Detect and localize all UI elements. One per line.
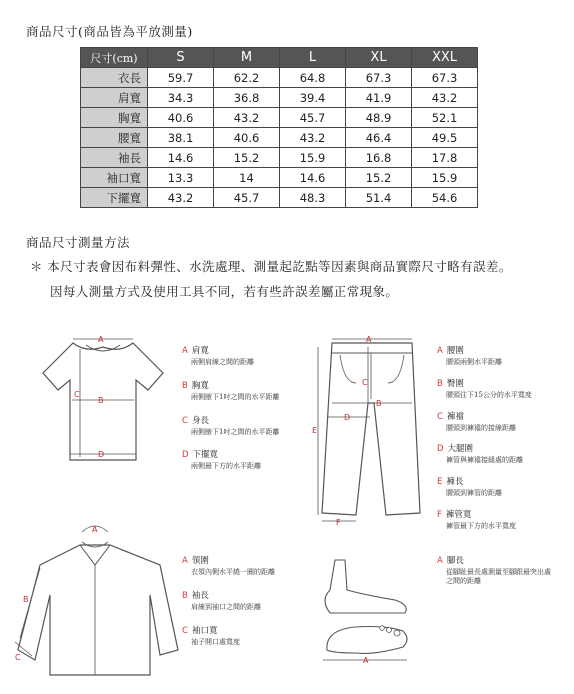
size-cell: 15.9 (280, 148, 346, 168)
method-title: 商品尺寸測量方法 (26, 235, 131, 250)
size-cell: 54.6 (412, 188, 478, 208)
size-cell: 51.4 (346, 188, 412, 208)
legend-title: 袖長 (191, 590, 209, 601)
legend-letter: D (437, 444, 444, 455)
legend-letter: B (182, 380, 188, 391)
legend-desc: 兩側肩線之間的距離 (191, 358, 254, 366)
pants-label-b: B (376, 399, 382, 408)
legend-letter: C (182, 415, 188, 426)
legend-item (182, 618, 275, 647)
legend-title: 肩寬 (191, 346, 209, 356)
legend-desc: 衣領內側水平繞一圈的距離 (191, 568, 275, 576)
size-cell: 15.2 (346, 168, 412, 188)
size-cell: 41.9 (346, 88, 412, 108)
tshirt-legend (182, 338, 279, 477)
method-note-line1: ＊ 本尺寸表會因布料彈性、水洗處理、測量起訖點等因素與商品實際尺寸略有誤差。 (30, 259, 512, 274)
size-corner-label: 尺寸(cm) (81, 48, 148, 68)
size-row (81, 68, 478, 88)
legend-desc: 腰頭兩側水平距離 (446, 358, 502, 366)
size-cell: 15.2 (214, 148, 280, 168)
legend-item (437, 338, 532, 367)
size-row-label: 腰寬 (81, 128, 148, 148)
shirt-label-b: B (23, 595, 29, 604)
pants-label-a: A (366, 335, 372, 344)
size-header-s: S (148, 48, 214, 68)
size-header-m: M (214, 48, 280, 68)
size-cell: 15.9 (412, 168, 478, 188)
foot-diagram (315, 555, 415, 675)
size-cell: 17.8 (412, 148, 478, 168)
legend-desc: 褲管最下方的水平寬度 (446, 521, 516, 530)
size-cell: 62.2 (214, 68, 280, 88)
size-table (80, 47, 478, 208)
legend-title: 下擺寬 (192, 450, 219, 461)
size-cell: 43.2 (280, 128, 346, 148)
legend-letter: C (182, 625, 188, 636)
legend-title: 身長 (191, 415, 209, 426)
pants-label-c: C (362, 378, 368, 387)
tshirt-label-b: B (98, 396, 104, 405)
legend-letter: A (437, 556, 443, 566)
size-cell: 14.6 (280, 168, 346, 188)
foot-label-a: A (363, 656, 369, 665)
legend-desc: 兩側腋下1吋之間的水平距離 (191, 392, 280, 401)
legend-letter: A (182, 346, 188, 356)
legend-item (437, 371, 532, 400)
size-cell: 64.8 (280, 68, 346, 88)
size-cell: 46.4 (346, 128, 412, 148)
legend-item (182, 583, 275, 612)
size-header-row (81, 48, 478, 68)
legend-item (437, 436, 532, 465)
size-row (81, 88, 478, 108)
legend-desc: 腰頭往下15公分的水平寬度 (446, 390, 532, 399)
legend-title: 領圍 (191, 556, 209, 566)
legend-item (437, 404, 532, 433)
size-cell: 36.8 (214, 88, 280, 108)
legend-letter: D (182, 450, 189, 461)
size-cell: 52.1 (412, 108, 478, 128)
size-header-xl: XL (346, 48, 412, 68)
legend-title: 褲襠 (446, 411, 464, 422)
tshirt-label-c: C (74, 390, 80, 399)
size-chart-title: 商品尺寸(商品皆為平放測量) (26, 24, 193, 39)
legend-item (182, 548, 275, 577)
legend-desc: 兩側腋下1吋之間的水平距離 (191, 427, 280, 436)
legend-desc: 褲管與褲襠接縫處的距離 (446, 456, 523, 465)
size-cell: 43.2 (214, 108, 280, 128)
size-cell: 14.6 (148, 148, 214, 168)
pants-label-e: E (312, 426, 318, 435)
size-row-label: 下擺寬 (81, 188, 148, 208)
legend-title: 袖口寬 (191, 625, 218, 636)
size-row (81, 128, 478, 148)
size-header-l: L (280, 48, 346, 68)
tshirt-label-d: D (98, 450, 105, 459)
legend-item (182, 373, 279, 402)
legend-item (437, 469, 532, 498)
legend-title: 褲管寬 (445, 509, 472, 520)
tshirt-label-a: A (98, 335, 104, 344)
shirt-legend (182, 548, 275, 652)
size-cell: 67.3 (346, 68, 412, 88)
size-header-xxl: XXL (412, 48, 478, 68)
legend-desc: 兩側最下方的水平距離 (191, 462, 261, 471)
legend-item (182, 338, 279, 367)
shirt-label-c: C (15, 653, 21, 662)
legend-letter: B (182, 590, 188, 601)
legend-item (182, 442, 279, 471)
shirt-label-a: A (92, 525, 98, 534)
size-cell: 39.4 (280, 88, 346, 108)
size-cell: 45.7 (280, 108, 346, 128)
legend-title: 腰圍 (446, 346, 464, 356)
size-row-label: 胸寬 (81, 108, 148, 128)
foot-legend (437, 548, 551, 590)
size-cell: 48.9 (346, 108, 412, 128)
legend-desc: 腰頭到褲管的距離 (446, 489, 502, 497)
pants-diagram (310, 333, 435, 528)
legend-title: 胸寬 (191, 380, 209, 391)
pants-label-f: F (336, 518, 341, 527)
legend-desc: 袖子開口處寬度 (191, 637, 240, 646)
size-cell: 13.3 (148, 168, 214, 188)
size-cell: 40.6 (214, 128, 280, 148)
size-cell: 16.8 (346, 148, 412, 168)
size-row-label: 袖長 (81, 148, 148, 168)
legend-letter: E (437, 477, 443, 487)
shirt-diagram (10, 520, 185, 680)
size-cell: 49.5 (412, 128, 478, 148)
legend-item (437, 548, 551, 586)
legend-item (182, 408, 279, 437)
legend-letter: B (437, 378, 443, 389)
size-row-label: 衣長 (81, 68, 148, 88)
legend-letter: A (437, 346, 443, 356)
size-cell: 48.3 (280, 188, 346, 208)
method-note-line2: 因每人測量方式及使用工具不同，若有些許誤差屬正常現象。 (50, 284, 399, 299)
legend-title: 臀圍 (446, 378, 464, 389)
size-row (81, 108, 478, 128)
size-row-label: 袖口寬 (81, 168, 148, 188)
legend-title: 大腿圍 (447, 444, 474, 455)
size-cell: 67.3 (412, 68, 478, 88)
size-cell: 34.3 (148, 88, 214, 108)
legend-title: 腳長 (446, 556, 464, 566)
size-cell: 40.6 (148, 108, 214, 128)
size-row (81, 168, 478, 188)
legend-desc: 腰頭到褲襠的接線距離 (446, 423, 516, 432)
size-cell: 14 (214, 168, 280, 188)
legend-item (437, 502, 532, 531)
size-row-label: 肩寬 (81, 88, 148, 108)
size-cell: 45.7 (214, 188, 280, 208)
pants-label-d: D (344, 413, 351, 422)
legend-letter: A (182, 556, 188, 566)
size-cell: 43.2 (148, 188, 214, 208)
size-row (81, 148, 478, 168)
pants-legend (437, 338, 532, 535)
legend-letter: C (437, 411, 443, 422)
size-cell: 43.2 (412, 88, 478, 108)
legend-title: 褲長 (446, 477, 464, 487)
size-cell: 59.7 (148, 68, 214, 88)
legend-desc: 肩線到袖口之間的距離 (191, 602, 261, 611)
legend-desc: 從腳趾最長處測量至腳跟最突出處之間的距離 (446, 568, 551, 585)
legend-letter: F (437, 509, 442, 520)
size-cell: 38.1 (148, 128, 214, 148)
tshirt-diagram (38, 335, 168, 470)
size-row (81, 188, 478, 208)
